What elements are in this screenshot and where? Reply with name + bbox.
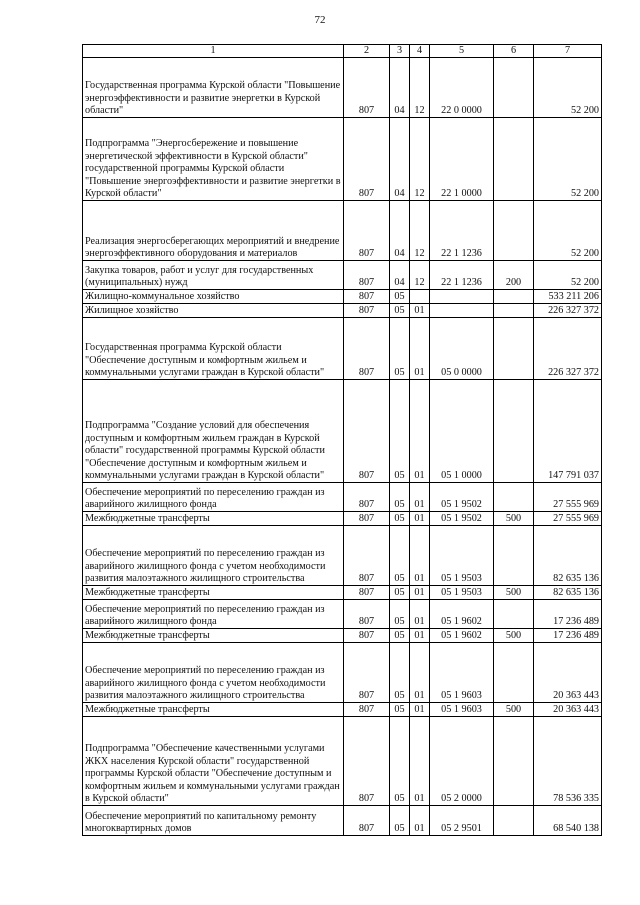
cell-code-6: 500	[494, 512, 534, 526]
cell-code-3: 05	[390, 586, 410, 600]
cell-code-3: 05	[390, 526, 410, 586]
cell-code-5: 05 2 9501	[430, 806, 494, 836]
cell-code-5: 05 1 9603	[430, 703, 494, 717]
cell-code-5: 05 1 9602	[430, 629, 494, 643]
cell-code-5	[430, 290, 494, 304]
table-row	[83, 512, 602, 526]
cell-code-5: 05 2 0000	[430, 717, 494, 806]
table-row	[83, 201, 602, 261]
table-row	[83, 703, 602, 717]
cell-code-2: 807	[344, 526, 390, 586]
cell-code-5: 05 1 9503	[430, 526, 494, 586]
cell-code-6	[494, 318, 534, 380]
cell-name: Межбюджетные трансферты	[83, 512, 344, 526]
cell-code-4: 01	[410, 512, 430, 526]
cell-name: Жилищно-коммунальное хозяйство	[83, 290, 344, 304]
cell-name: Обеспечение мероприятий по переселению граждан из аварийного жилищного фонда	[83, 600, 344, 629]
cell-code-5: 05 1 9602	[430, 600, 494, 629]
cell-amount: 68 540 138	[534, 806, 602, 836]
column-header: 2	[344, 45, 390, 58]
cell-code-5	[430, 304, 494, 318]
cell-code-3: 05	[390, 806, 410, 836]
cell-code-4: 01	[410, 629, 430, 643]
cell-code-2: 807	[344, 629, 390, 643]
cell-code-6	[494, 643, 534, 703]
cell-amount: 27 555 969	[534, 512, 602, 526]
cell-name: Закупка товаров, работ и услуг для государственных (муниципальных) нужд	[83, 261, 344, 290]
table-row	[83, 304, 602, 318]
cell-code-4: 12	[410, 201, 430, 261]
cell-code-4: 12	[410, 58, 430, 118]
cell-code-4: 01	[410, 483, 430, 512]
column-header: 3	[390, 45, 410, 58]
cell-code-6: 500	[494, 586, 534, 600]
cell-name: Государственная программа Курской области "Обеспечение доступным и комфортным жильем и коммунальными услугами граждан в Курской области"	[83, 318, 344, 380]
column-header: 6	[494, 45, 534, 58]
cell-code-4: 01	[410, 643, 430, 703]
cell-code-3: 04	[390, 201, 410, 261]
cell-code-4: 12	[410, 261, 430, 290]
table-row	[83, 600, 602, 629]
cell-amount: 226 327 372	[534, 318, 602, 380]
cell-code-2: 807	[344, 512, 390, 526]
table-row	[83, 318, 602, 380]
cell-amount: 20 363 443	[534, 643, 602, 703]
cell-code-5: 22 1 1236	[430, 201, 494, 261]
table-row	[83, 629, 602, 643]
table-row	[83, 290, 602, 304]
cell-code-5: 05 1 0000	[430, 380, 494, 483]
cell-code-3: 05	[390, 703, 410, 717]
table-body	[83, 58, 602, 836]
cell-code-5: 05 1 9503	[430, 586, 494, 600]
cell-code-6	[494, 290, 534, 304]
cell-name: Межбюджетные трансферты	[83, 703, 344, 717]
cell-code-2: 807	[344, 717, 390, 806]
cell-code-5: 05 1 9603	[430, 643, 494, 703]
cell-code-4: 01	[410, 380, 430, 483]
cell-code-6	[494, 526, 534, 586]
cell-name: Государственная программа Курской области "Повышение энергоэффективности и развитие энергетки в Курской области"	[83, 58, 344, 118]
cell-name: Обеспечение мероприятий по капитальному ремонту многоквартирных домов	[83, 806, 344, 836]
table-row	[83, 118, 602, 201]
cell-code-2: 807	[344, 201, 390, 261]
cell-amount: 147 791 037	[534, 380, 602, 483]
cell-code-2: 807	[344, 600, 390, 629]
cell-code-6	[494, 717, 534, 806]
cell-code-2: 807	[344, 483, 390, 512]
cell-code-2: 807	[344, 703, 390, 717]
cell-code-6	[494, 304, 534, 318]
cell-name: Подпрограмма "Энергосбережение и повышение энергетической эффективности в Курской области" государственной программы Курской области "Повышение энергоэффективности и развитие энергетки в Курской области"	[83, 118, 344, 201]
cell-code-3: 05	[390, 629, 410, 643]
cell-code-6	[494, 118, 534, 201]
cell-code-4: 01	[410, 703, 430, 717]
cell-code-2: 807	[344, 290, 390, 304]
cell-amount: 20 363 443	[534, 703, 602, 717]
cell-code-6	[494, 600, 534, 629]
cell-code-3: 04	[390, 58, 410, 118]
cell-amount: 82 635 136	[534, 586, 602, 600]
cell-code-5: 22 1 1236	[430, 261, 494, 290]
table-row	[83, 58, 602, 118]
table-row	[83, 643, 602, 703]
cell-code-2: 807	[344, 380, 390, 483]
column-header: 4	[410, 45, 430, 58]
cell-code-3: 05	[390, 380, 410, 483]
table-row	[83, 717, 602, 806]
cell-code-3: 05	[390, 304, 410, 318]
cell-code-4: 12	[410, 118, 430, 201]
column-header: 7	[534, 45, 602, 58]
cell-code-6: 500	[494, 629, 534, 643]
cell-code-3: 04	[390, 118, 410, 201]
cell-code-6	[494, 58, 534, 118]
cell-code-3: 05	[390, 290, 410, 304]
cell-code-4: 01	[410, 318, 430, 380]
cell-amount: 226 327 372	[534, 304, 602, 318]
cell-code-5: 22 0 0000	[430, 58, 494, 118]
cell-code-4: 01	[410, 600, 430, 629]
table-row	[83, 261, 602, 290]
cell-amount: 78 536 335	[534, 717, 602, 806]
cell-amount: 52 200	[534, 58, 602, 118]
cell-amount: 52 200	[534, 118, 602, 201]
cell-code-4: 01	[410, 526, 430, 586]
table-row	[83, 806, 602, 836]
cell-code-6: 500	[494, 703, 534, 717]
cell-code-4	[410, 290, 430, 304]
table-row	[83, 586, 602, 600]
cell-code-2: 807	[344, 318, 390, 380]
cell-code-6	[494, 201, 534, 261]
cell-code-4: 01	[410, 717, 430, 806]
table-row	[83, 380, 602, 483]
cell-code-4: 01	[410, 304, 430, 318]
cell-code-5: 05 0 0000	[430, 318, 494, 380]
cell-amount: 52 200	[534, 201, 602, 261]
cell-name: Обеспечение мероприятий по переселению граждан из аварийного жилищного фонда	[83, 483, 344, 512]
cell-name: Подпрограмма "Обеспечение качественными услугами ЖКХ населения Курской области" государственной программы Курской области "Обеспечение доступным и комфортным жильем и коммунальными услугами граждан в Курской области"	[83, 717, 344, 806]
cell-name: Подпрограмма "Создание условий для обеспечения доступным и комфортным жильем граждан в Курской области" государственной программы Курской области "Обеспечение доступным и комфортным жильем и коммунальными услугами граждан в Курской области"	[83, 380, 344, 483]
column-header: 1	[83, 45, 344, 58]
header-row	[83, 45, 602, 58]
cell-amount: 82 635 136	[534, 526, 602, 586]
table-row	[83, 526, 602, 586]
cell-code-5: 05 1 9502	[430, 483, 494, 512]
cell-amount: 533 211 206	[534, 290, 602, 304]
cell-code-3: 05	[390, 600, 410, 629]
cell-code-6: 200	[494, 261, 534, 290]
cell-code-4: 01	[410, 806, 430, 836]
cell-code-2: 807	[344, 643, 390, 703]
cell-code-3: 05	[390, 318, 410, 380]
cell-name: Реализация энергосберегающих мероприятий и внедрение энергоэффективного оборудования и материалов	[83, 201, 344, 261]
table-row	[83, 483, 602, 512]
cell-code-6	[494, 483, 534, 512]
cell-amount: 17 236 489	[534, 600, 602, 629]
cell-name: Обеспечение мероприятий по переселению граждан из аварийного жилищного фонда с учетом необходимости развития малоэтажного жилищного строительства	[83, 526, 344, 586]
cell-code-2: 807	[344, 58, 390, 118]
cell-code-2: 807	[344, 806, 390, 836]
cell-name: Межбюджетные трансферты	[83, 586, 344, 600]
cell-name: Жилищное хозяйство	[83, 304, 344, 318]
cell-amount: 27 555 969	[534, 483, 602, 512]
column-header: 5	[430, 45, 494, 58]
budget-table	[82, 44, 602, 836]
cell-code-5: 05 1 9502	[430, 512, 494, 526]
cell-code-2: 807	[344, 261, 390, 290]
cell-code-6	[494, 380, 534, 483]
cell-name: Межбюджетные трансферты	[83, 629, 344, 643]
cell-code-5: 22 1 0000	[430, 118, 494, 201]
cell-code-3: 05	[390, 512, 410, 526]
cell-code-6	[494, 806, 534, 836]
cell-code-2: 807	[344, 586, 390, 600]
cell-code-3: 05	[390, 717, 410, 806]
cell-name: Обеспечение мероприятий по переселению граждан из аварийного жилищного фонда с учетом необходимости развития малоэтажного жилищного строительства	[83, 643, 344, 703]
cell-code-2: 807	[344, 118, 390, 201]
cell-amount: 17 236 489	[534, 629, 602, 643]
page-number: 72	[314, 14, 326, 26]
cell-code-4: 01	[410, 586, 430, 600]
cell-code-3: 05	[390, 483, 410, 512]
cell-code-3: 05	[390, 643, 410, 703]
cell-code-2: 807	[344, 304, 390, 318]
cell-amount: 52 200	[534, 261, 602, 290]
cell-code-3: 04	[390, 261, 410, 290]
